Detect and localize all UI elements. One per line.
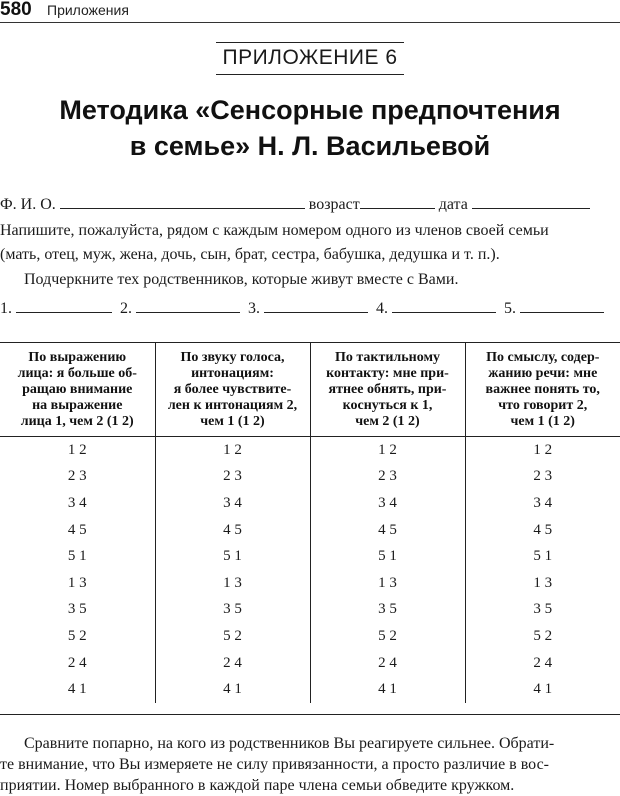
pair-cell[interactable]: 5 1 [310,543,465,570]
slot-number: 4. [376,300,388,317]
pair-cell[interactable]: 4 1 [310,676,465,703]
table-row [0,597,620,624]
table-row [0,437,620,464]
pair-cell[interactable]: 5 1 [67,548,87,565]
table-row [0,650,620,677]
instruction-paragraph [0,219,620,267]
appendix-label-text: ПРИЛОЖЕНИЕ 6 [216,42,403,75]
pair-cell[interactable]: 1 2 [310,437,465,464]
slot-field-4[interactable] [392,298,496,313]
pair-cell[interactable]: 5 2 [155,623,310,650]
pair-cell[interactable]: 2 3 [465,464,620,491]
age-label: возраст [308,196,360,213]
note-line-2: те внимание, что Вы измеряете не силу привязанности, а просто различие в вос- [0,756,549,773]
table-row [0,623,620,650]
pair-cell[interactable]: 4 1 [155,676,310,703]
pair-cell[interactable]: 1 2 [67,441,87,458]
header-tactile-contact: По тактильному контакту: мне при- ятнее обнять, при- коснуться к 1, чем 2 (1 2) [310,343,465,437]
pair-cell[interactable]: 2 4 [465,650,620,677]
header-face-expression: По выражению лица: я больше об- ращаю внимание на выражение лица 1, чем 2 (1 2) [0,343,155,437]
title-line-1: Методика «Сенсорные предпочтения [59,95,561,125]
table-row [0,676,620,703]
table-row [0,543,620,570]
note-line-3: приятии. Номер выбранного в каждой паре члена семьи обведите кружком. [0,777,515,794]
pair-cell[interactable]: 2 4 [67,654,87,671]
pair-cell[interactable]: 3 4 [465,490,620,517]
pair-cell[interactable]: 5 2 [465,623,620,650]
title-line-2: в семье» Н. Л. Васильевой [129,131,491,161]
slot-number: 1. [0,300,12,317]
table-row [0,517,620,544]
slot-field-2[interactable] [136,298,240,313]
pair-cell[interactable]: 5 1 [465,543,620,570]
pair-cell[interactable]: 4 1 [67,681,87,698]
comparison-table [0,342,620,715]
pair-cell[interactable]: 1 2 [465,437,620,464]
instruction-line-1: Напишите, пожалуйста, рядом с каждым номером одного из членов своей семьи [0,222,549,239]
section-name: Приложения [47,2,129,18]
slot-field-3[interactable] [264,298,368,313]
pair-cell[interactable]: 3 5 [465,597,620,624]
fio-label: Ф. И. О. [0,196,56,213]
header-voice-intonation: По звуку голоса, интонациям: я более чувствите- лен к интонациям 2, чем 1 (1 2) [155,343,310,437]
pair-cell[interactable]: 2 3 [310,464,465,491]
pair-cell[interactable]: 4 5 [67,521,87,538]
relatives-slots [0,298,620,322]
appendix-label [0,42,620,75]
pair-cell[interactable]: 5 1 [155,543,310,570]
slot-number: 2. [120,300,132,317]
instruction-line-2: (мать, отец, муж, жена, дочь, сын, брат, сестра, бабушка, дедушка и т. п.). [0,246,500,263]
pair-cell[interactable]: 4 5 [155,517,310,544]
fio-field[interactable] [60,194,305,209]
pair-cell[interactable]: 3 5 [67,601,87,618]
pair-cell[interactable]: 2 3 [67,468,87,485]
pair-cell[interactable]: 4 1 [465,676,620,703]
slot-field-5[interactable] [520,298,604,313]
pair-cell[interactable]: 1 3 [155,570,310,597]
pair-cell[interactable]: 5 2 [67,627,87,644]
pair-cell[interactable]: 3 4 [310,490,465,517]
date-field[interactable] [472,194,590,209]
page-title [0,92,620,164]
pair-cell[interactable]: 3 4 [67,494,87,511]
pair-cell[interactable]: 3 5 [310,597,465,624]
personal-info-line [0,194,620,216]
pair-cell[interactable]: 5 2 [310,623,465,650]
pair-cell[interactable]: 4 5 [465,517,620,544]
pair-cell[interactable]: 3 5 [155,597,310,624]
note-line-1: Сравните попарно, на кого из родственников Вы реагируете сильнее. Обрати- [24,735,555,752]
pair-cell[interactable]: 2 3 [155,464,310,491]
pair-cell[interactable]: 4 5 [310,517,465,544]
pair-cell[interactable]: 1 3 [310,570,465,597]
slot-number: 3. [248,300,260,317]
running-head [0,0,620,23]
pair-cell[interactable]: 2 4 [310,650,465,677]
page-number: 580 [0,0,32,20]
slot-field-1[interactable] [16,298,112,313]
table-row [0,570,620,597]
underline-prompt: Подчеркните тех родственников, которые живут вместе с Вами. [24,271,459,288]
pair-cell[interactable]: 1 3 [67,574,87,591]
table-row [0,464,620,491]
pair-cell[interactable]: 3 4 [155,490,310,517]
pair-cell[interactable]: 2 4 [155,650,310,677]
pair-cell[interactable]: 1 2 [155,437,310,464]
age-field[interactable] [360,194,435,209]
table-row [0,490,620,517]
slot-number: 5. [504,300,516,317]
header-speech-meaning: По смыслу, содер- жанию речи: мне важнее понять то, что говорит 2, чем 1 (1 2) [465,343,620,437]
instruction-note [0,733,620,796]
table-header-row [0,343,620,437]
pair-cell[interactable]: 1 3 [465,570,620,597]
date-label: дата [438,196,468,213]
